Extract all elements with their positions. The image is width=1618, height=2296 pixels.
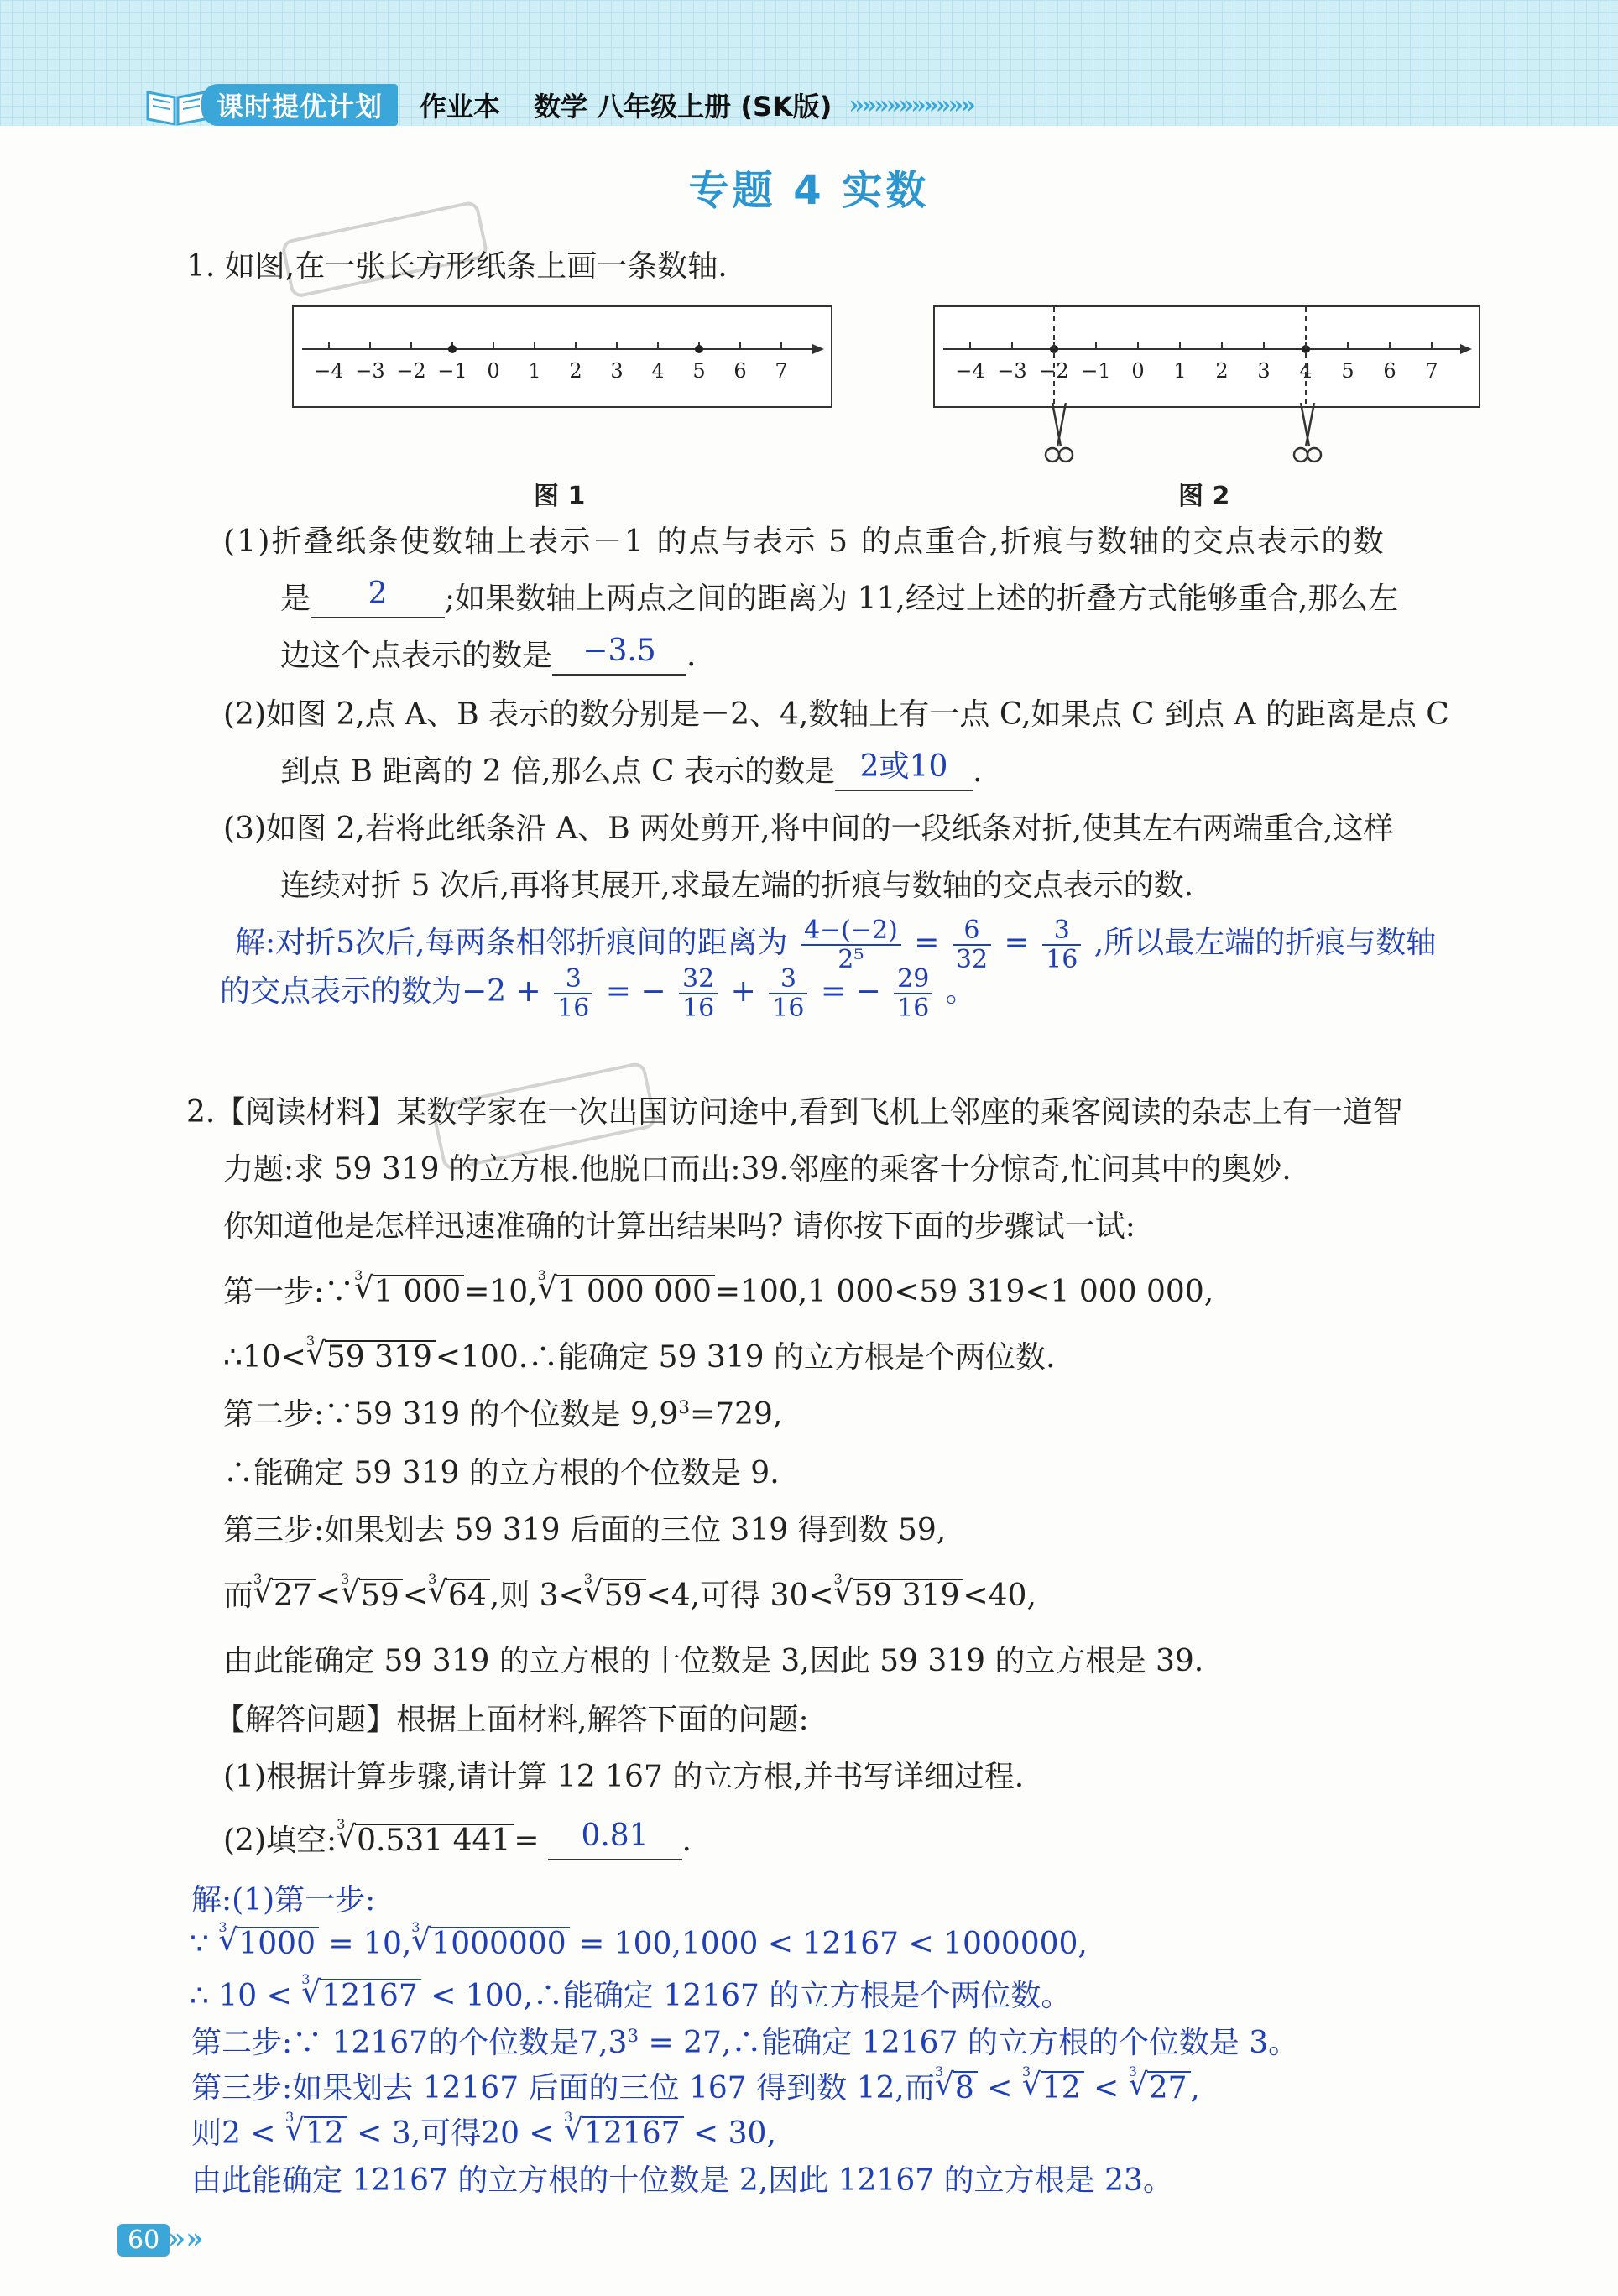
q2-line1: 2.【阅读材料】某数学家在一次出国访问途中,看到飞机上邻座的乘客阅读的杂志上有一道智 [186, 1095, 1403, 1130]
axis-arrow-icon [812, 344, 824, 354]
q1-part1-text: 边这个点表示的数是 [280, 639, 553, 673]
tick-label: 1 [1173, 359, 1187, 383]
q1-part1-text: . [686, 639, 697, 673]
tick-label: 4 [651, 359, 665, 383]
solution-text: < 30, [683, 2116, 776, 2151]
sol2-line1: 解:(1)第一步: [191, 1883, 376, 1918]
tick-label: −3 [997, 359, 1027, 383]
text: =100,1 000<59 319<1 000 000, [714, 1275, 1214, 1309]
cube-root: √ 3 59 319 [325, 1340, 436, 1374]
q2-step3c: 由此能确定 59 319 的立方根的十位数是 3,因此 59 319 的立方根是 39. [223, 1644, 1204, 1678]
q2-step2b: ∴能确定 59 319 的立方根的个位数是 9. [223, 1456, 780, 1490]
fraction-denominator: 2⁵ [838, 945, 864, 974]
solution-text: = [914, 926, 940, 960]
radicand: 12167 [584, 2116, 681, 2151]
text: ,则 3< [489, 1578, 584, 1613]
fraction [894, 965, 932, 1022]
text: 第二步:∵59 319 的个位数是 9,9 [223, 1397, 679, 1432]
tick-label: 2 [1215, 359, 1229, 383]
solution-text: < [1083, 2071, 1129, 2106]
answer-text: 2 [368, 577, 388, 611]
cube-root: √ 3 12 [304, 2116, 347, 2150]
text: <4,可得 30< [645, 1578, 834, 1613]
tick-label: −1 [437, 359, 467, 383]
solution-text: < 100,∴能确定 12167 的立方根是个两位数。 [420, 1979, 1072, 2013]
radicand: 8 [954, 2071, 974, 2106]
scissors-icon [1289, 403, 1326, 467]
fraction-numerator: 3 [769, 965, 807, 994]
q1-part2-text: . [973, 754, 983, 789]
text: < [402, 1578, 428, 1613]
cube-root: √ 3 12167 [320, 1979, 421, 2012]
solution-text: , [1190, 2071, 1200, 2106]
cube-root: √ 3 27 [272, 1578, 316, 1612]
q1-part2-line1: (2)如图 2,点 A、B 表示的数分别是－2、4,数轴上有一点 C,如果点 C 到点 A 的距离是点 C [223, 697, 1449, 732]
q1-part1-line2 [280, 577, 1399, 618]
text: = [514, 1824, 540, 1858]
fraction-denominator: 16 [1046, 945, 1078, 974]
solution-text: 。 [945, 974, 976, 1009]
radicand: 12167 [321, 1979, 418, 2013]
solution-text: ∵ [190, 1927, 219, 1961]
tick-label: 4 [1299, 359, 1313, 383]
tick-label: 1 [528, 359, 541, 383]
answer-blank [311, 577, 445, 618]
exponent: 3 [627, 2026, 639, 2047]
q1-part1-line1: (1)折叠纸条使数轴上表示－1 的点与表示 5 的点重合,折痕与数轴的交点表示的数 [223, 524, 1386, 559]
radicand: 1000 [238, 1927, 316, 1961]
fraction-numerator: 3 [554, 965, 592, 994]
solution-text: = − [605, 974, 666, 1009]
solution-text: ,所以最左端的折痕与数轴 [1093, 926, 1437, 960]
page-number: 60 [117, 2224, 170, 2257]
figure-2-caption: 图 2 [1178, 482, 1230, 511]
fraction-denominator: 16 [682, 994, 715, 1023]
sol2-line4 [191, 2019, 1298, 2062]
text: 而 [223, 1578, 254, 1613]
tick-label: 3 [1257, 359, 1271, 383]
answer-blank [835, 749, 973, 791]
q2-step3: 第三步:如果划去 59 319 后面的三位 319 得到数 59, [223, 1513, 947, 1547]
q1-part2-text: 到点 B 距离的 2 倍,那么点 C 表示的数是 [280, 754, 836, 789]
number-line-1 [294, 307, 831, 406]
axis-point [448, 345, 457, 353]
sol2-line6 [191, 2110, 776, 2152]
tick-label: −2 [1039, 359, 1069, 383]
text: <100.∴能确定 59 319 的立方根是个两位数. [435, 1340, 1056, 1375]
text: <40, [963, 1578, 1036, 1613]
brand-label: 课时提优计划 [201, 84, 398, 126]
radicand: 59 [361, 1578, 399, 1613]
tick-label: 5 [692, 359, 706, 383]
solution-text: + [730, 974, 756, 1009]
cube-root: √ 3 59 [359, 1578, 403, 1612]
page-title: 专题 4 实数 [688, 167, 930, 214]
q2-line3: 你知道他是怎样迅速准确的计算出结果吗? 请你按下面的步骤试一试: [223, 1209, 1135, 1244]
radicand: 1 000 [374, 1275, 462, 1309]
tick-label: −2 [396, 359, 426, 383]
axis-arrow-icon [1460, 344, 1472, 354]
exponent: 3 [678, 1397, 690, 1418]
text: (2)填空: [223, 1824, 337, 1858]
sol2-line7: 由此能确定 12167 的立方根的十位数是 2,因此 12167 的立方根是 23。 [191, 2163, 1173, 2198]
tick-label: −3 [355, 359, 385, 383]
radicand: 27 [274, 1578, 312, 1613]
cube-root: √ 3 1 000 [373, 1275, 464, 1308]
tick-label: −4 [314, 359, 344, 383]
text: =10, [464, 1275, 538, 1309]
solution-text: = [1004, 926, 1030, 960]
tick-label: 3 [610, 359, 624, 383]
solution-text: 第三步:如果划去 12167 后面的三位 167 得到数 12,而 [191, 2071, 935, 2106]
solution-text: ∴ 10 < [190, 1979, 302, 2013]
header-bar [151, 86, 973, 124]
q2-task1: (1)根据计算步骤,请计算 12 167 的立方根,并书写详细过程. [223, 1760, 1025, 1794]
radicand: 59 [603, 1578, 643, 1613]
radicand: 1 000 000 [557, 1275, 712, 1309]
tick-label: 2 [569, 359, 582, 383]
fraction-denominator: 16 [772, 994, 805, 1023]
fraction-numerator: 4−(−2) [801, 916, 901, 946]
q1-stem: 1. 如图,在一张长方形纸条上画一条数轴. [186, 249, 728, 284]
answer-text: −3.5 [582, 634, 656, 668]
tick-label: 6 [1383, 359, 1396, 383]
figure-1 [292, 305, 832, 408]
solution-text: 第二步:∵ 12167的个位数是7,3 [191, 2026, 628, 2060]
tick-label: 0 [487, 359, 500, 383]
q2-step1 [223, 1267, 1214, 1310]
page-arrows: »» [168, 2222, 204, 2256]
text: 第一步:∵ [223, 1275, 355, 1309]
solution-text: 的交点表示的数为−2 + [220, 974, 541, 1009]
q1-solution-line2 [220, 965, 976, 1022]
number-line-2 [935, 307, 1479, 406]
answer-text: 0.81 [581, 1819, 649, 1853]
radicand: 64 [447, 1578, 487, 1613]
q1-part1-line3 [280, 634, 697, 676]
q2-task-heading: 【解答问题】根据上面材料,解答下面的问题: [215, 1703, 809, 1737]
q2-task2 [223, 1816, 692, 1860]
fraction-numerator: 29 [894, 965, 932, 994]
tick-label: −1 [1081, 359, 1111, 383]
radicand: 12 [305, 2116, 344, 2151]
q1-part3-line2: 连续对折 5 次后,再将其展开,求最左端的折痕与数轴的交点表示的数. [280, 869, 1194, 903]
scissors-icon [1041, 403, 1078, 467]
cube-root: √ 3 8 [953, 2071, 978, 2105]
radicand: 0.531 441 [357, 1824, 511, 1858]
cube-root: √ 3 0.531 441 [355, 1824, 514, 1857]
cube-root: √ 3 59 319 [853, 1578, 963, 1612]
tick-label: −4 [955, 359, 985, 383]
figure-1-caption: 图 1 [534, 482, 586, 511]
answer-text: 2或10 [859, 749, 948, 784]
cube-root: √ 3 1 000 000 [556, 1275, 715, 1308]
text: . [681, 1824, 692, 1858]
tick-label: 7 [1425, 359, 1438, 383]
q2-step3b [223, 1571, 1036, 1614]
solution-text: < [977, 2071, 1022, 2106]
cube-root: √ 3 1000000 [430, 1927, 569, 1960]
solution-text: 解:对折5次后,每两条相邻折痕间的距离为 [235, 926, 788, 960]
fraction [769, 965, 807, 1022]
radicand: 59 319 [853, 1578, 960, 1613]
text: < [315, 1578, 341, 1613]
answer-blank [552, 634, 686, 676]
radicand: 1000000 [431, 1927, 566, 1961]
book-label: 作业本 [420, 91, 501, 123]
q1-part1-text: 是 [280, 582, 311, 616]
q2-step2 [223, 1396, 782, 1432]
header-arrows: »»»»»»»»»» [848, 90, 973, 120]
fraction-numerator: 32 [679, 965, 718, 994]
cube-root: √ 3 12 [1041, 2071, 1084, 2105]
q1-part3-line1: (3)如图 2,若将此纸条沿 A、B 两处剪开,将中间的一段纸条对折,使其左右两端重合,这样 [223, 811, 1394, 846]
solution-text: < 3,可得20 < [347, 2116, 565, 2151]
q2-step1b [223, 1333, 1056, 1375]
subject-label: 数学 八年级上册 (SK版) [534, 91, 832, 123]
q1-part1-text: ;如果数轴上两点之间的距离为 11,经过上述的折叠方式能够重合,那么左 [445, 582, 1399, 616]
solution-text: = 27,∴能确定 12167 的立方根的个位数是 3。 [639, 2026, 1299, 2060]
radicand: 12 [1041, 2071, 1081, 2106]
tick-label: 7 [775, 359, 788, 383]
solution-text: = 100,1000 < 12167 < 1000000, [569, 1927, 1088, 1961]
fraction-numerator: 6 [953, 916, 991, 946]
fraction-denominator: 16 [897, 994, 930, 1023]
fraction [1042, 916, 1081, 973]
fraction [554, 965, 592, 1022]
q1-part2-line2 [280, 749, 983, 791]
text: ∴10< [223, 1340, 306, 1375]
fraction-denominator: 16 [557, 994, 590, 1023]
answer-blank [548, 1819, 682, 1860]
tick-label: 6 [733, 359, 747, 383]
cube-root: √ 3 59 [603, 1578, 646, 1612]
solution-text: = − [820, 974, 881, 1009]
radicand: 27 [1148, 2071, 1187, 2106]
tick-label: 5 [1341, 359, 1354, 383]
axis-point [695, 345, 703, 353]
solution-text: 则2 < [191, 2116, 285, 2151]
q2-line2: 力题:求 59 319 的立方根.他脱口而出:39.邻座的乘客十分惊奇,忙问其中的奥妙. [223, 1152, 1292, 1187]
fraction [679, 965, 718, 1022]
cube-root: √ 3 12167 [582, 2116, 684, 2150]
sol2-line5 [191, 2064, 1200, 2107]
figure-2 [933, 305, 1480, 408]
cube-root: √ 3 64 [446, 1578, 490, 1612]
fraction-numerator: 3 [1042, 916, 1081, 946]
sol2-line3 [190, 1972, 1071, 2015]
cube-root: √ 3 1000 [237, 1927, 319, 1960]
solution-text: = 10, [318, 1927, 412, 1961]
tick-label: 0 [1131, 359, 1145, 383]
radicand: 59 319 [326, 1340, 432, 1375]
text: =729, [689, 1397, 783, 1432]
cube-root: √ 3 27 [1147, 2071, 1191, 2105]
sol2-line2 [190, 1919, 1088, 1961]
fraction-denominator: 32 [955, 945, 989, 974]
